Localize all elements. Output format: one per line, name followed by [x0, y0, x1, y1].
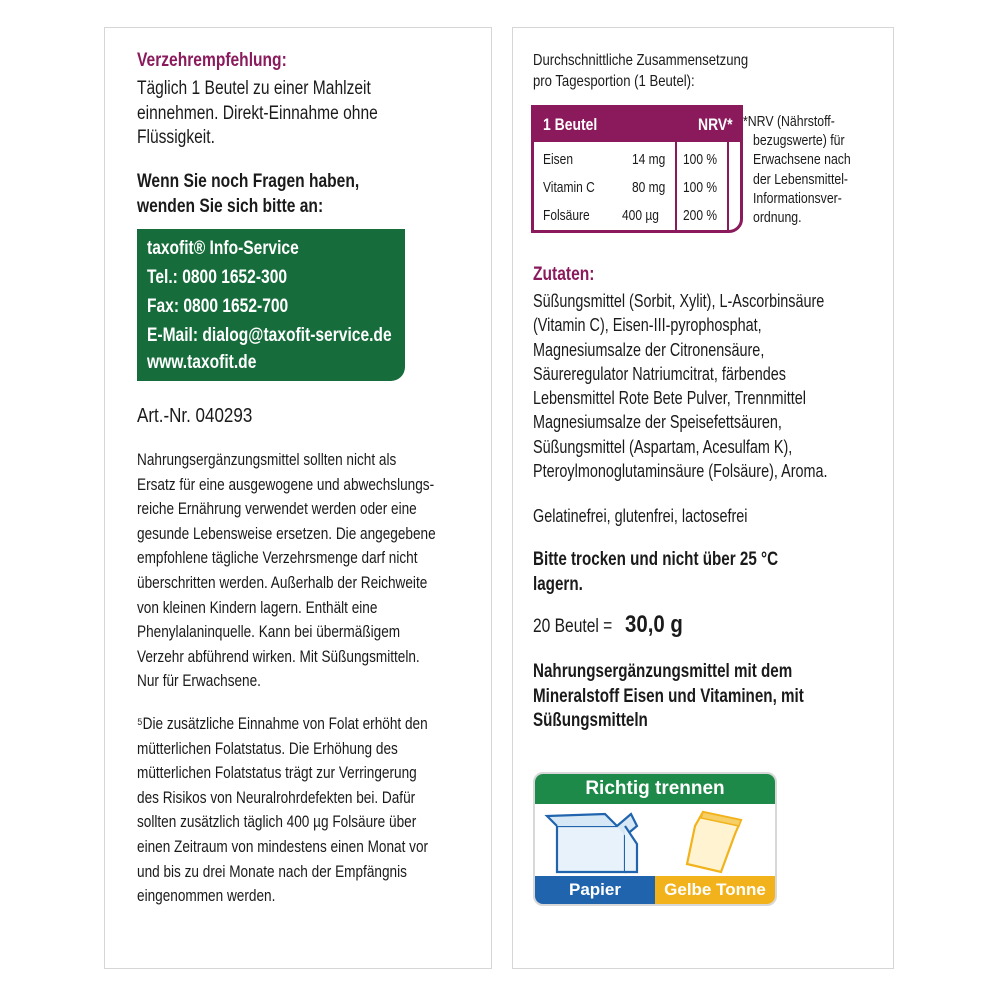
- row-iron-nrv: 100 %: [683, 151, 718, 168]
- product-line: Nahrungsergänzungsmittel mit dem: [533, 661, 793, 682]
- warning-text: [137, 448, 510, 694]
- folate-line: des Risikos von Neuralrohrdefekten bei. Dafür: [137, 787, 416, 807]
- composition-intro: [533, 50, 795, 92]
- row-folate-nrv: 200 %: [683, 207, 718, 224]
- recycling-illustration: [535, 804, 775, 878]
- quantity-prefix: 20 Beutel =: [533, 616, 613, 637]
- folate-line: eingenommen werden.: [137, 886, 276, 906]
- ingredients-line: Lebensmittel Rote Bete Pulver, Trennmittel: [533, 388, 806, 409]
- row-folate-name: Folsäure: [543, 207, 590, 224]
- composition-line: Durchschnittliche Zusammensetzung: [533, 52, 749, 69]
- article-number-text: Art.-Nr. 040293: [137, 405, 253, 427]
- nutrition-table: [531, 105, 743, 233]
- warning-line: von kleinen Kindern lagern. Enthält eine: [137, 597, 378, 617]
- info-title: taxofit® Info-Service: [147, 238, 299, 259]
- article-number: [137, 404, 273, 428]
- info-email[interactable]: E-Mail: dialog@taxofit-service.de: [147, 325, 392, 346]
- free-from-text: [533, 504, 801, 528]
- label-paper: Papier: [535, 876, 655, 904]
- nrv-line: Erwachsene nach: [753, 151, 851, 169]
- warning-line: Verzehr abführend wirken. Mit Süßungsmitteln.: [137, 646, 420, 666]
- folate-line: mütterlichen Folatstatus. Die Erhöhung des: [137, 738, 398, 758]
- ingredients-text: [533, 289, 901, 483]
- label-yellow-bin: Gelbe Tonne: [655, 876, 775, 904]
- nrv-line: Informationsver-: [753, 189, 842, 207]
- ingredients-line: Pteroylmonoglutaminsäure (Folsäure), Aroma.: [533, 461, 828, 482]
- left-panel: [104, 27, 492, 969]
- warning-line: Nur für Erwachsene.: [137, 671, 261, 691]
- info-phone[interactable]: Tel.: 0800 1652-300: [147, 267, 288, 288]
- product-line: Mineralstoff Eisen und Vitaminen, mit: [533, 685, 804, 707]
- warning-line: gesunde Lebensweise ersetzen. Die angegebene: [137, 523, 436, 543]
- usage-text: [137, 77, 431, 151]
- nrv-line: bezugswerte) für: [753, 132, 845, 150]
- header-nrv: NRV*: [698, 115, 733, 134]
- questions-text: [137, 170, 408, 219]
- recycling-badge: [533, 772, 777, 906]
- info-website[interactable]: www.taxofit.de: [147, 352, 257, 373]
- header-serving: 1 Beutel: [543, 115, 598, 134]
- row-iron-amount: 14 mg: [632, 151, 666, 168]
- folate-line: und bis zu drei Monate nach der Empfängnis: [137, 861, 407, 881]
- folate-line: einen Zeitraum von mindestens einen Monat vor: [137, 836, 429, 856]
- ingredients-heading-text: Zutaten:: [533, 264, 595, 285]
- info-fax: Fax: 0800 1652-700: [147, 296, 289, 317]
- nrv-line: ordnung.: [753, 209, 802, 227]
- free-from-line: Gelatinefrei, glutenfrei, lactosefrei: [533, 506, 748, 526]
- ingredients-line: Süßungsmittel (Sorbit, Xylit), L-Ascorbinsäure: [533, 291, 825, 311]
- right-panel: [512, 27, 894, 969]
- nutrition-table-header: [534, 108, 740, 142]
- ingredients-line: Süßungsmittel (Aspartam, Acesulfam K),: [533, 436, 793, 457]
- usage-line: Täglich 1 Beutel zu einer Mahlzeit: [137, 78, 371, 99]
- recycling-labels: [535, 876, 775, 904]
- sachet-icon: [687, 812, 741, 872]
- storage-line: Bitte trocken und nicht über 25 °C: [533, 549, 779, 570]
- product-line: Süßungsmitteln: [533, 710, 648, 732]
- product-description: [533, 660, 872, 734]
- row-vitc-name: Vitamin C: [543, 179, 595, 196]
- warning-line: überschritten werden. Außerhalb der Reichweite: [137, 572, 428, 592]
- row-vitc-amount: 80 mg: [632, 179, 666, 196]
- warning-line: empfohlene tägliche Verzehrsmenge darf nicht: [137, 548, 418, 568]
- usage-line: Flüssigkeit.: [137, 127, 215, 149]
- usage-heading-text: Verzehrempfehlung:: [137, 50, 287, 71]
- folate-line: ⁵Die zusätzliche Einnahme von Folat erhöht den: [137, 714, 428, 733]
- folate-line: sollten zusätzlich täglich 400 µg Folsäure über: [137, 812, 417, 832]
- nrv-line: *NRV (Nährstoff-: [743, 113, 835, 130]
- paper-box-icon: [547, 814, 637, 872]
- usage-heading: [137, 49, 320, 73]
- quantity-value: 30,0 g: [625, 611, 683, 638]
- ingredients-line: (Vitamin C), Eisen-III-pyrophosphat,: [533, 315, 762, 336]
- info-service-box: [137, 229, 405, 381]
- questions-line: wenden Sie sich bitte an:: [137, 195, 324, 217]
- nrv-footnote: [743, 112, 872, 227]
- folate-text: [137, 712, 501, 909]
- row-iron-name: Eisen: [543, 151, 574, 168]
- recycling-title: Richtig trennen: [535, 774, 775, 804]
- storage-text: [533, 548, 839, 597]
- ingredients-line: Säureregulator Natriumcitrat, färbendes: [533, 363, 786, 384]
- composition-line: pro Tagesportion (1 Beutel):: [533, 73, 695, 90]
- row-folate-amount: 400 µg: [622, 207, 659, 224]
- ingredients-heading: [533, 263, 608, 287]
- warning-line: Nahrungsergänzungsmittel sollten nicht als: [137, 450, 397, 469]
- table-divider: [727, 142, 729, 230]
- ingredients-line: Magnesiumsalze der Speisefettsäuren,: [533, 412, 782, 433]
- quantity-line: [533, 611, 683, 643]
- table-divider: [675, 142, 677, 230]
- warning-line: Phenylalaninquelle. Kann bei übermäßigem: [137, 622, 401, 642]
- folate-line: mütterlichen Folatstatus trägt zur Verringerung: [137, 763, 417, 783]
- warning-line: Ersatz für eine ausgewogene und abwechslungs-: [137, 474, 435, 494]
- ingredients-line: Magnesiumsalze der Citronensäure,: [533, 339, 765, 360]
- usage-line: einnehmen. Direkt-Einnahme ohne: [137, 102, 378, 124]
- row-vitc-nrv: 100 %: [683, 179, 718, 196]
- warning-line: reiche Ernährung verwendet werden oder eine: [137, 499, 417, 519]
- storage-line: lagern.: [533, 573, 583, 595]
- questions-line: Wenn Sie noch Fragen haben,: [137, 171, 360, 192]
- nrv-line: der Lebensmittel-: [753, 170, 849, 188]
